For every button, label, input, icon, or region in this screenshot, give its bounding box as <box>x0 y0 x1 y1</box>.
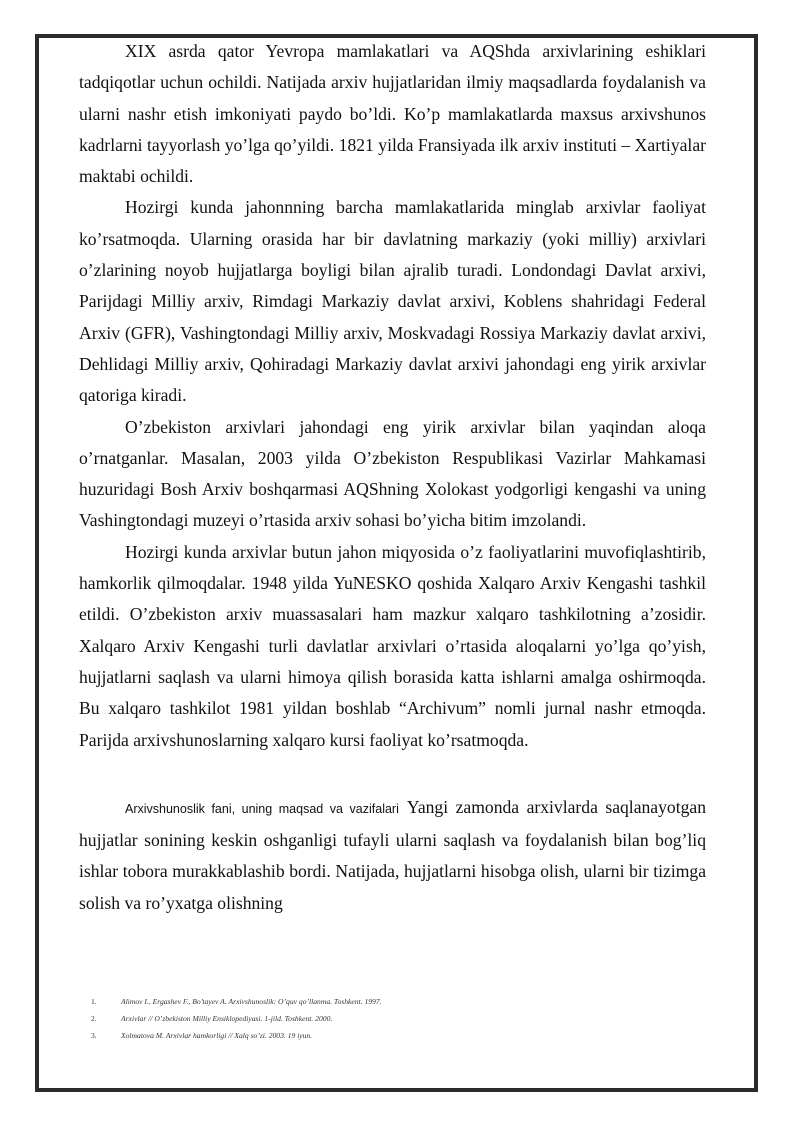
footnote-item <box>79 993 706 1010</box>
footnotes <box>79 993 706 1044</box>
footnote-number: 2. <box>91 1014 97 1023</box>
footnote-item <box>79 1010 706 1027</box>
footnote-number: 3. <box>91 1031 97 1040</box>
footnote-text: Alimov I., Ergashev F., Bo’tayev A. Arxivshunoslik: O’quv qo’llanma. Toshkent. 1997. <box>121 997 382 1006</box>
footnote-item <box>79 1027 706 1044</box>
footnote-text: Arxivlar // O’zbekiston Milliy Ensiklopediyasi. 1-jild. Toshkent. 2000. <box>121 1014 333 1023</box>
paragraph-4: Hozirgi kunda arxivlar butun jahon miqyosida o’z faoliyatlarini muvofiqlashtirib, hamkorlik qilmoqdalar. 1948 yilda YuNESKO qoshida Xalqaro Arxiv Kengashi tashkil etildi. O’zbekiston arxiv muassasalari ham mazkur xalqaro tashkilotning a’zosidir. Xalqaro Arxiv Kengashi turli davlatlar arxivlari o’rtasida aloqalarni yo’lga qo’yish, hujjatlarni saqlash va ularni himoya qilish borasida katta ishlarni amalga oshirmoqda. Bu xalqaro tashkilot 1981 yildan boshlab “Archivum” nomli jurnal nashr etmoqda. Parijda arxivshunoslarning xalqaro kursi faoliyat ko’rsatmoqda. <box>79 541 706 750</box>
section-paragraph <box>79 792 706 919</box>
footnote-number: 1. <box>91 997 97 1006</box>
paragraph-3: O’zbekiston arxivlari jahondagi eng yirik arxivlar bilan yaqindan aloqa o’rnatganlar. Masalan, 2003 yilda O’zbekiston Respublikasi Vazirlar Mahkamasi huzuridagi Bosh Arxiv boshqarmasi AQShning Xolokast yodgorligi kengashi va uning Vashingtondagi muzeyi o’rtasida arxiv sohasi bo’yicha bitim imzolandi. <box>79 416 706 531</box>
footnote-text: Xolmatova M. Arxivlar hamkorligi // Xalq so’zi. 2003. 19 iyun. <box>121 1031 313 1040</box>
document-body <box>79 36 706 919</box>
section-heading: Arxivshunoslik fani, uning maqsad va vazifalari <box>125 801 399 816</box>
paragraph-2: Hozirgi kunda jahonnning barcha mamlakatlarida minglab arxivlar faoliyat ko’rsatmoqda. Ularning orasida har bir davlatning markaziy (yoki milliy) arxivlari o’zlarining noyob hujjatlarga boyligi bilan ajralib turadi. Londondagi Davlat arxivi, Parijdagi Milliy arxiv, Rimdagi Markaziy davlat arxivi, Koblens shahridagi Federal Arxiv (GFR), Vashingtondagi Milliy arxiv, Moskvadagi Rossiya Markaziy davlat arxivi, Dehlidagi Milliy arxiv, Qohiradagi Markaziy davlat arxivi jahondagi eng yirik arxivlar qatoriga kiradi. <box>79 197 706 406</box>
section-text: Yangi zamonda arxivlarda saqlanayotgan hujjatlar sonining keskin oshganligi tufayli ularni saqlash va foydalanish bilan bog’liq ishlar tobora murakkablashib bordi. Natijada, hujjatlarni hisobga olish, ularni bir tizimga solish va ro’yxatga olishning <box>79 796 706 913</box>
paragraph-1: XIX asrda qator Yevropa mamlakatlari va AQShda arxivlarining eshiklari tadqiqotlar uchun ochildi. Natijada arxiv hujjatlaridan ilmiy maqsadlarda foydalanish va ularni nashr etish imkoniyati paydo bo’ldi. Ko’p mamlakatlarda maxsus arxivshunos kadrlarni tayyorlash yo’lga qo’yildi. 1821 yilda Fransiyada ilk arxiv instituti – Xartiyalar maktabi ochildi. <box>79 41 706 187</box>
